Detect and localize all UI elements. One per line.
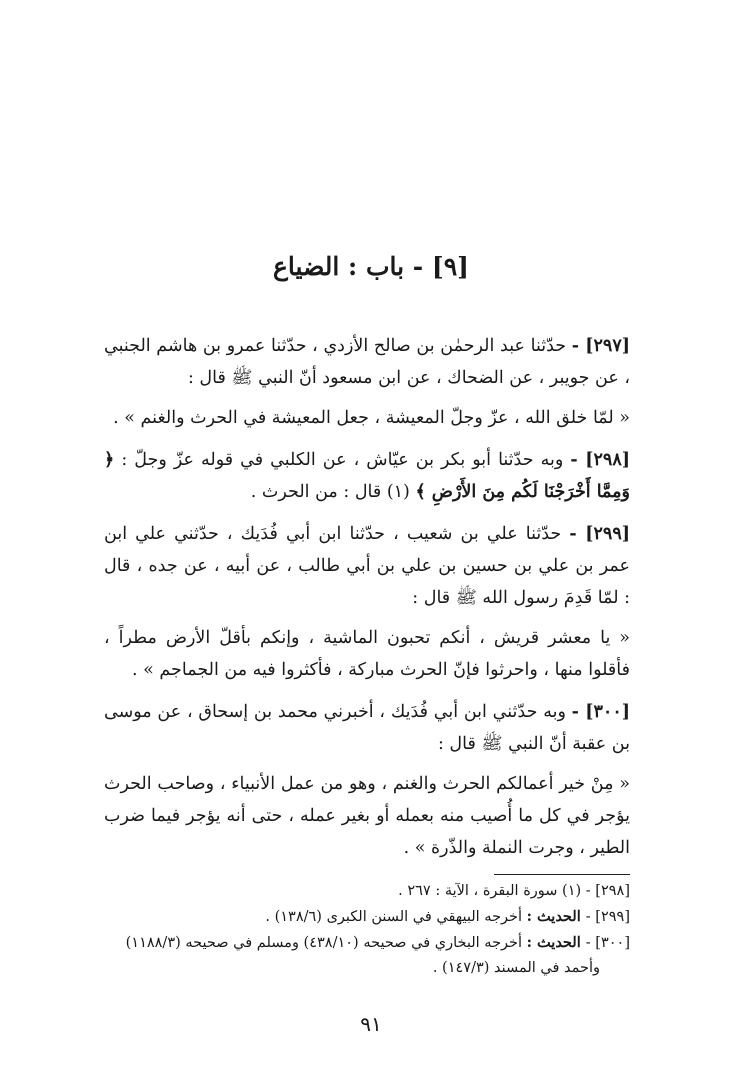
hadith-isnad: حدّثنا علي بن شعيب ، حدّثنا ابن أبي فُدَيك ، حدّثني علي ابن عمر بن علي بن حسين بن علي بن أبي طالب ، عن أبيه ، عن جده ، قال : لمّا قَدِمَ رسول الله ﷺ قال : — [104, 524, 630, 608]
footnote-ref: [٢٩٨] - — [585, 883, 630, 899]
hadith-299 — [104, 518, 630, 614]
hadith-297 — [104, 330, 630, 394]
footnote-text: أخرجه البيهقي في السنن الكبرى (١٣٨/٦) . — [265, 909, 527, 925]
hadith-number: [٢٩٧] - — [571, 336, 630, 356]
footnote-label: الحديث : — [526, 934, 586, 951]
footnote-299 — [104, 904, 630, 930]
footnote-text: (١) سورة البقرة ، الآية : ٢٦٧ . — [398, 883, 586, 899]
hadith-number: [٢٩٩] - — [569, 524, 630, 544]
hadith-number: [٢٩٨] - — [570, 450, 630, 470]
hadith-300 — [104, 696, 630, 760]
footnotes — [104, 878, 630, 981]
verse-footnote-marker: (١) — [386, 482, 410, 502]
hadith-number: [٣٠٠] - — [571, 702, 630, 722]
footnote-text: وأحمد في المسند (١٤٧/٣) . — [432, 960, 600, 976]
hadith-conclusion: قال : من الحرث . — [250, 482, 387, 502]
quran-verse: ﴿ وَمِمَّا أَخْرَجْنَا لَكُم مِنَ الأَرْضِ ﴾ — [104, 450, 630, 502]
hadith-299-matn: « يا معشر قريش ، أنكم تحبون الماشية ، وإنكم بأقلّ الأرض مطراً ، فأقلوا منها ، واحرثوا فإنّ الحرث مباركة ، فأكثروا فيه من الجماجم » . — [104, 628, 630, 680]
footnote-300 — [104, 930, 630, 956]
hadith-isnad: وبه حدّثني ابن أبي فُدَيك ، أخبرني محمد بن إسحاق ، عن موسى بن عقبة أنّ النبي ﷺ قال : — [104, 702, 630, 754]
footnote-text: أخرجه البخاري في صحيحه (٤٣٨/١٠) ومسلم في صحيحه (١١٨٨/٣) — [125, 935, 527, 951]
page-number: ٩١ — [360, 1012, 382, 1036]
footnote-divider — [494, 874, 630, 875]
footnote-298 — [104, 878, 630, 904]
chapter-title: [٩] - باب : الضياع — [273, 252, 469, 281]
hadith-298 — [104, 444, 630, 508]
footnote-300-continued — [104, 956, 630, 981]
footnote-label: الحديث : — [526, 908, 586, 925]
footnote-ref: [٣٠٠] - — [585, 935, 630, 951]
body-text — [104, 330, 630, 874]
hadith-isnad: وبه حدّثنا أبو بكر بن عيّاش ، عن الكلبي في قوله عزّ وجلّ : — [121, 450, 571, 470]
hadith-300-matn: « مِنْ خير أعمالكم الحرث والغنم ، وهو من عمل الأنبياء ، وصاحب الحرث يؤجر في كل ما أُصيب منه بعمله أو بغير عمله ، حتى أنه يؤجر فيما ضرب الطير ، وجرت النملة والذّرة » . — [104, 774, 630, 858]
hadith-297-matn: « لمّا خلق الله ، عزّ وجلّ المعيشة ، جعل المعيشة في الحرث والغنم » . — [113, 408, 630, 428]
hadith-isnad: حدّثنا عبد الرحمٰن بن صالح الأزدي ، حدّثنا عمرو بن هاشم الجنبي ، عن جويبر ، عن الضحاك ، عن ابن مسعود أنّ النبي ﷺ قال : — [104, 336, 630, 388]
footnote-ref: [٢٩٩] - — [585, 909, 630, 925]
